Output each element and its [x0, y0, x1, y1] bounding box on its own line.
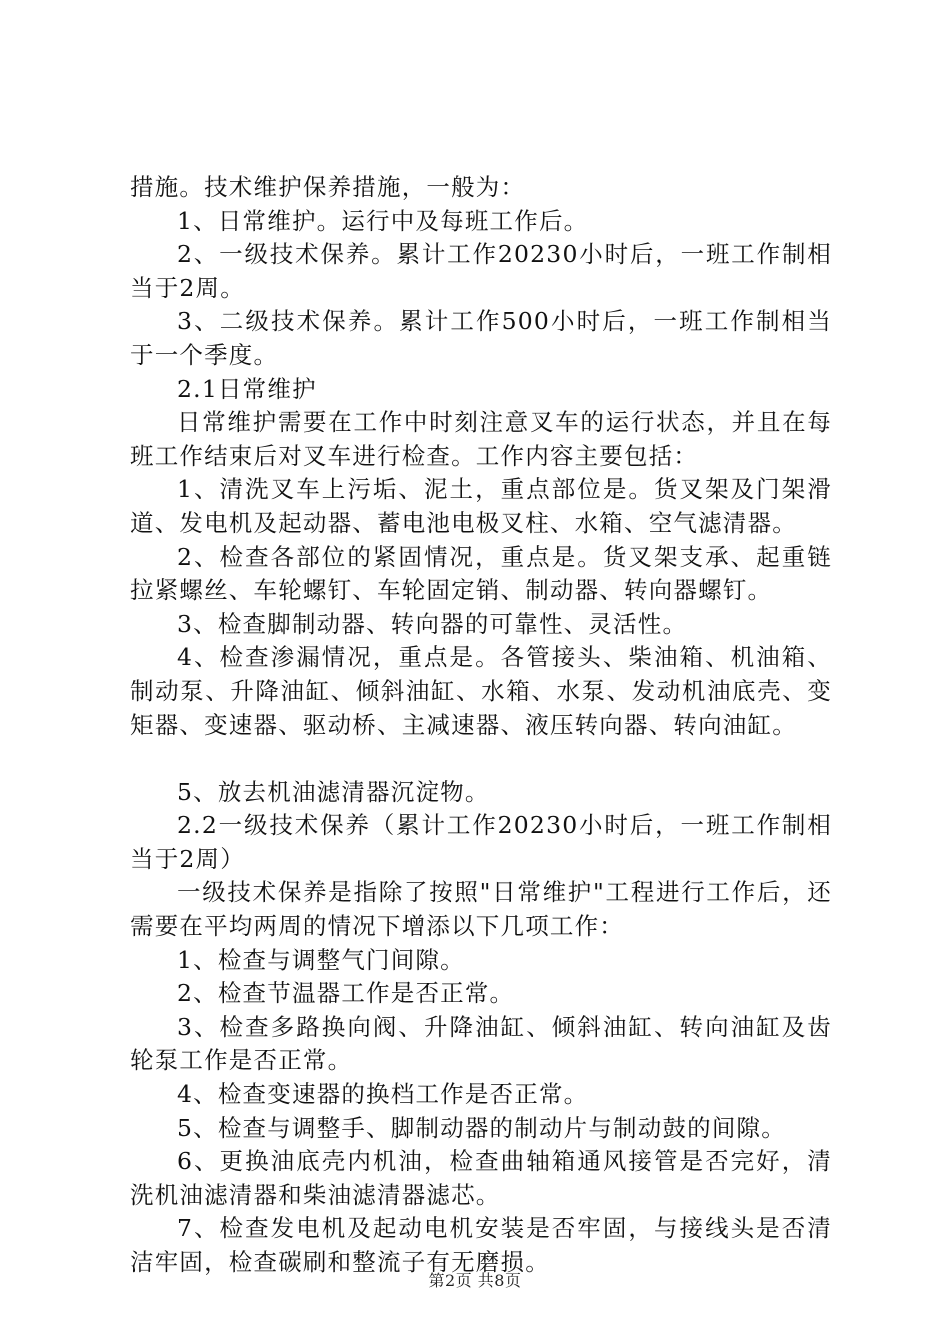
paragraph-18: 5、检查与调整手、脚制动器的制动片与制动鼓的间隙。: [177, 1113, 786, 1142]
paragraph-19: 6、更换油底壳内机油，检查曲轴箱通风接管是否完好，清洗机油滤清器和柴油滤清器滤芯。: [130, 1147, 832, 1209]
document-body: [130, 171, 832, 1280]
paragraph-15: 2、检查节温器工作是否正常。: [177, 979, 515, 1008]
paragraph-9: 4、检查渗漏情况，重点是。各管接头、柴油箱、机油箱、制动泵、升降油缸、倾斜油缸、水箱、水泵、发动机油底壳、变矩器、变速器、驱动桥、主减速器、液压转向器、转向油缸。: [130, 643, 832, 739]
section-heading-2-2: 2.2一级技术保养（累计工作20230小时后，一班工作制相当于2周）: [130, 811, 832, 873]
paragraph-2: 2、一级技术保养。累计工作20230小时后，一班工作制相当于2周。: [130, 240, 832, 302]
paragraph-20: 7、检查发电机及起动电机安装是否牢固，与接线头是否清洁牢固，检查碳刷和整流子有无磨损。: [130, 1214, 832, 1276]
paragraph-8: 3、检查脚制动器、转向器的可靠性、灵活性。: [177, 609, 688, 638]
blank-line: [130, 742, 832, 776]
paragraph-5: 日常维护需要在工作中时刻注意叉车的运行状态，并且在每班工作结束后对叉车进行检查。工作内容主要包括：: [130, 408, 832, 470]
paragraph-7: 2、检查各部位的紧固情况，重点是。货叉架支承、起重链拉紧螺丝、车轮螺钉、车轮固定销、制动器、转向器螺钉。: [130, 542, 832, 605]
paragraph-16: 3、检查多路换向阀、升降油缸、倾斜油缸、转向油缸及齿轮泵工作是否正常。: [130, 1012, 832, 1075]
page-number-footer: 第2页 共8页: [428, 1271, 522, 1290]
paragraph-3: 3、二级技术保养。累计工作500小时后，一班工作制相当于一个季度。: [130, 307, 832, 369]
paragraph-0: 措施。技术维护保养措施，一般为：: [130, 173, 526, 201]
paragraph-11: 5、放去机油滤清器沉淀物。: [177, 777, 490, 806]
paragraph-1: 1、日常维护。运行中及每班工作后。: [177, 206, 589, 235]
paragraph-6: 1、清洗叉车上污垢、泥土，重点部位是。货叉架及门架滑道、发电机及起动器、蓄电池电极叉柱、水箱、空气滤清器。: [130, 475, 832, 537]
section-heading-2-1: 2.1日常维护: [177, 374, 317, 403]
paragraph-17: 4、检查变速器的换档工作是否正常。: [177, 1080, 589, 1109]
paragraph-13: 一级技术保养是指除了按照"日常维护"工程进行工作后，还需要在平均两周的情况下增添以下几项工作：: [130, 878, 832, 941]
paragraph-14: 1、检查与调整气门间隙。: [177, 945, 465, 974]
